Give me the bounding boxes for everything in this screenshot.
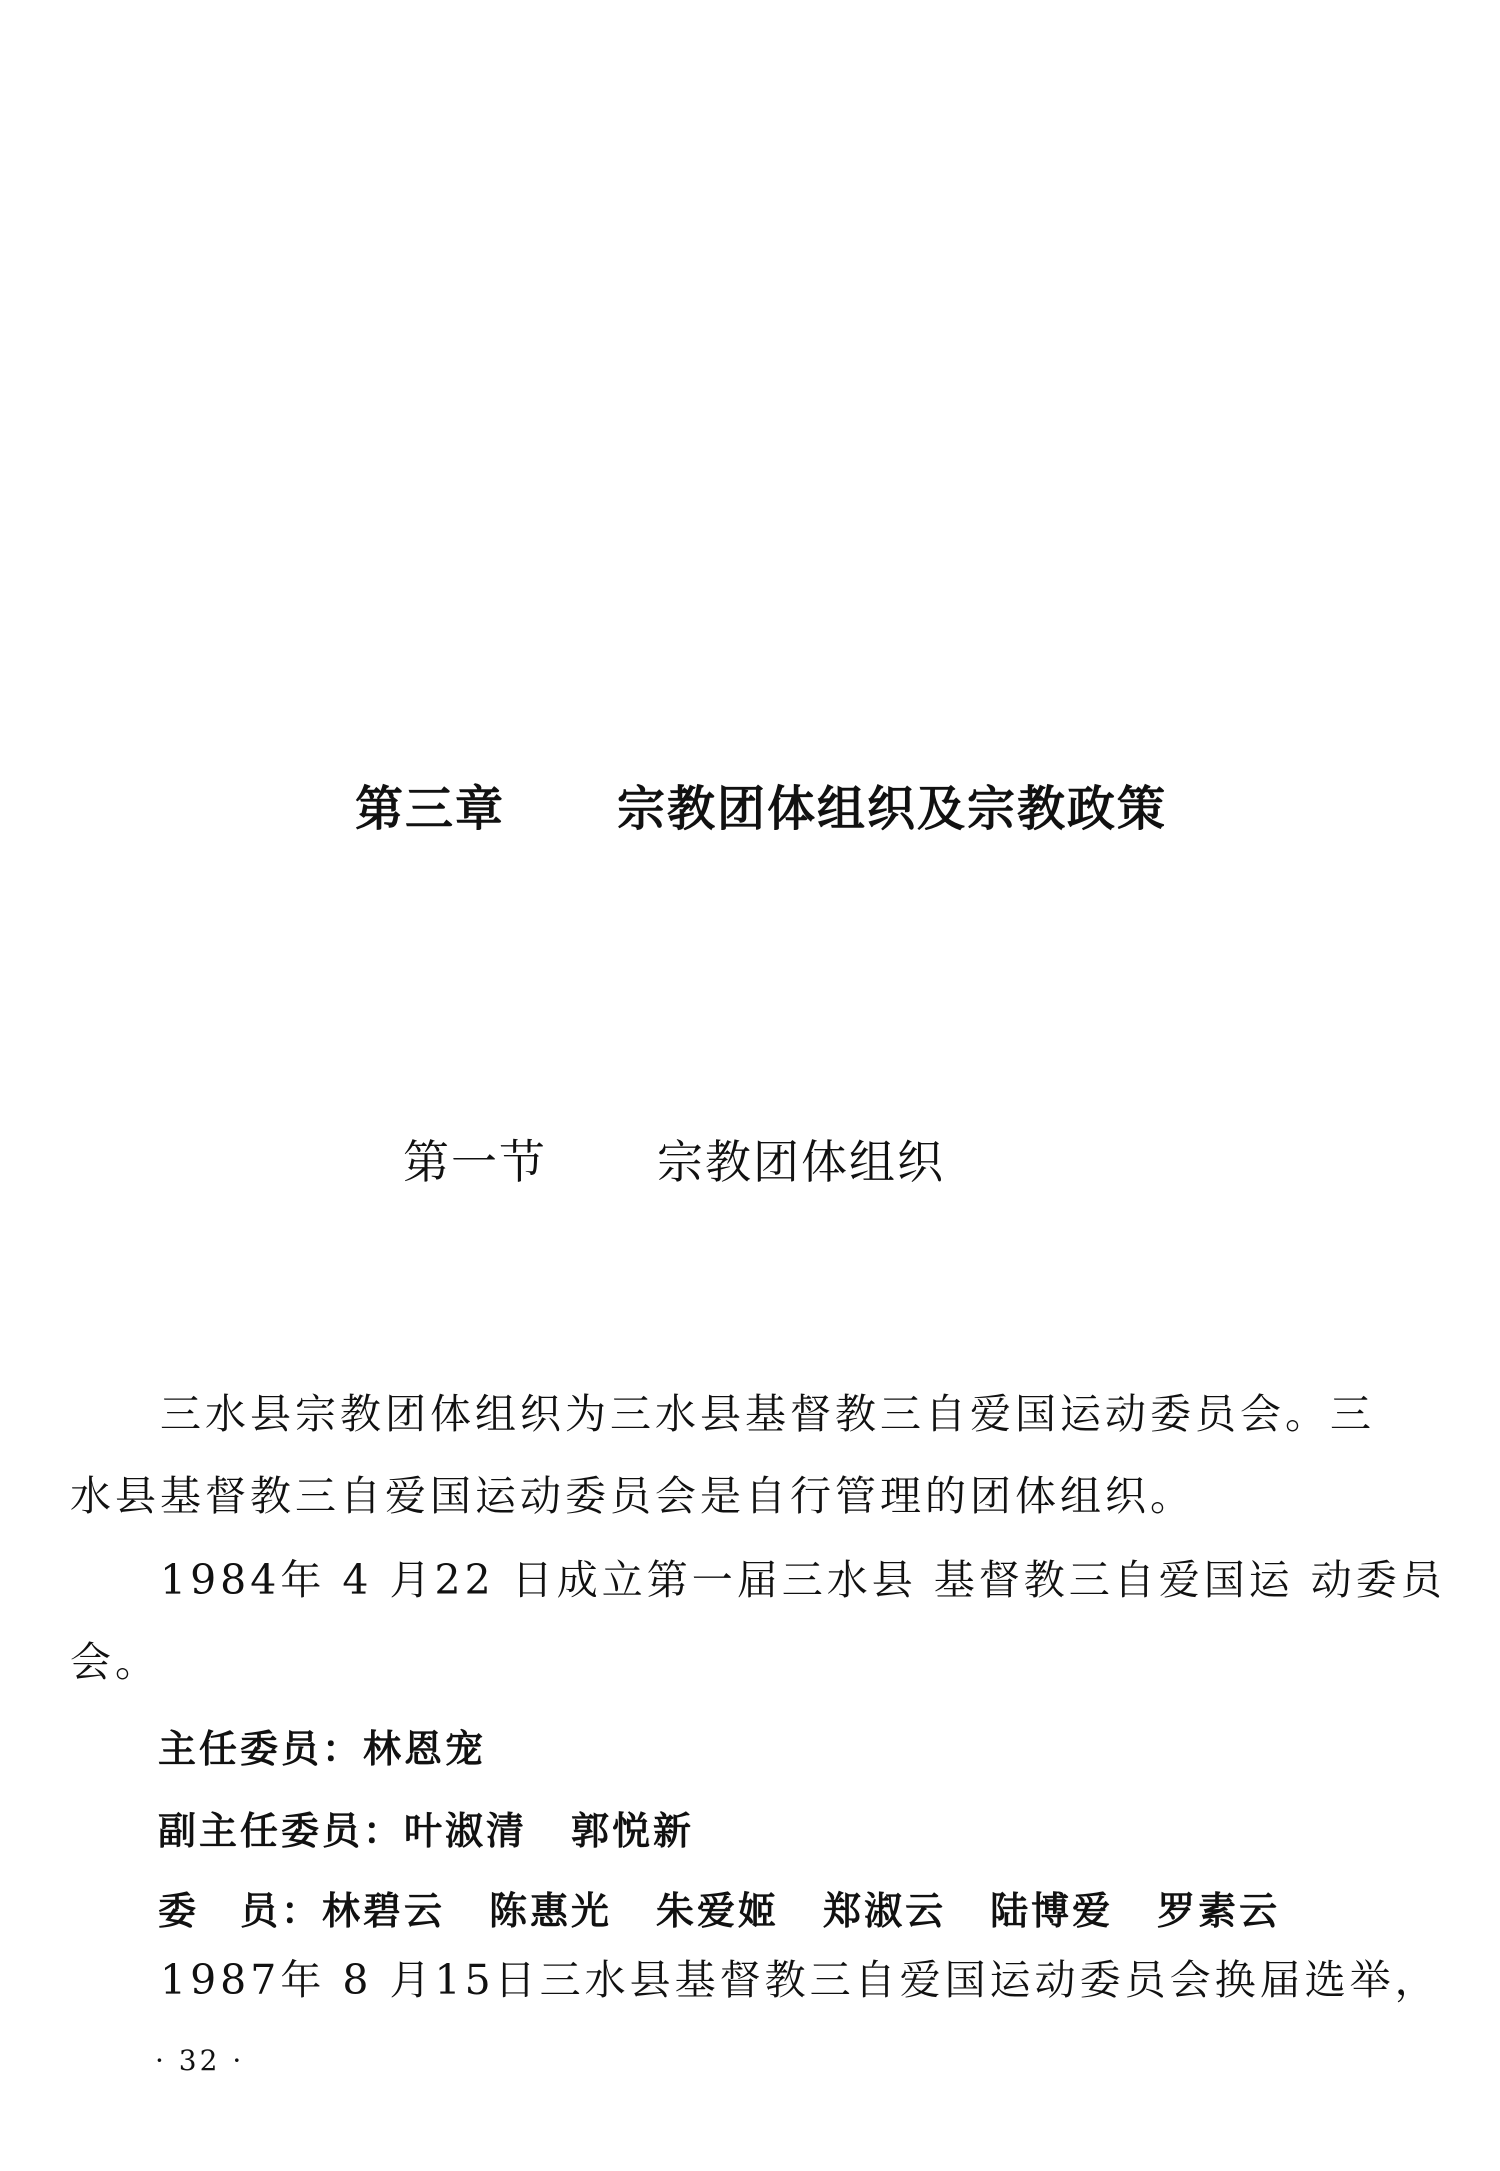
member-name: 林碧云 [322,1889,446,1933]
members-line [158,1880,1280,1935]
member-name: 郑淑云 [823,1889,947,1933]
chair-name: 林恩宠 [363,1727,487,1771]
member-name: 陆博爱 [990,1889,1114,1933]
member-name: 罗素云 [1157,1889,1281,1933]
vice-chair-name: 叶淑清 [404,1809,528,1853]
vice-chair-line [158,1800,694,1855]
member-name: 朱爱姬 [656,1889,780,1933]
member-label: 委 员： [158,1889,323,1933]
section-heading [403,1126,945,1192]
chapter-heading [355,770,1167,839]
paragraph-line: 三水县宗教团体组织为三水县基督教三自爱国运动委员会。三 [160,1390,1375,1438]
page-number: · 32 · [155,2044,245,2077]
paragraph-line: 1984年 4 月22 日成立第一届三水县 基督教三自爱国运 动委员 [160,1556,1446,1604]
member-name: 陈惠光 [489,1889,613,1933]
vice-chair-name: 郭悦新 [571,1809,695,1853]
vice-chair-label: 副主任委员： [158,1809,405,1853]
paragraph-line: 水县基督教三自爱国运动委员会是自行管理的团体组织。 [70,1472,1195,1520]
chapter-title: 宗教团体组织及宗教政策 [617,781,1168,837]
paragraph-line: 1987年 8 月15日三水县基督教三自爱国运动委员会换届选举， [160,1956,1440,2004]
section-number: 第一节 [403,1135,547,1189]
chapter-number: 第三章 [355,781,506,837]
section-title: 宗教团体组织 [657,1135,945,1189]
chair-line [158,1718,486,1773]
chair-label: 主任委员： [158,1727,364,1771]
paragraph-line: 会。 [70,1638,160,1686]
